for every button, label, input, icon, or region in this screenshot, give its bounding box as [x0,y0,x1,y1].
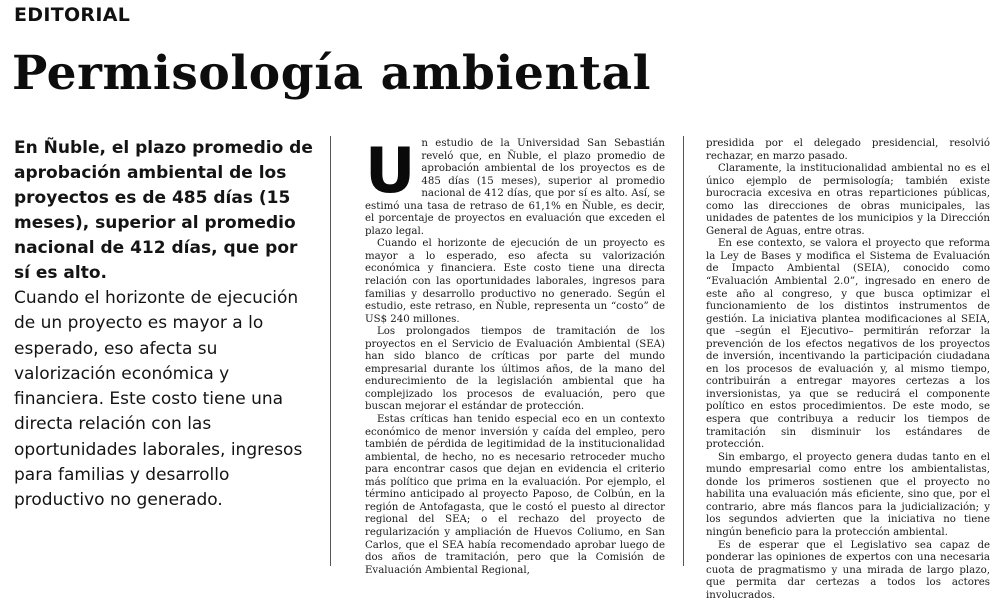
article-paragraph: Los prolongados tiempos de tramitación de los proyectos en el Servicio de Evaluación Ambiental (SEA) han sido blanco de críticas por parte del mundo empresarial durante los últimos años, de la mano del endurecimiento de la legislación ambiental que ha complejizado los procesos de evaluación, pero que buscan mejorar el estándar de protección. [365,326,665,414]
article-column-2 [706,138,990,602]
drop-cap: U [365,146,415,196]
column-divider [683,136,684,566]
article-paragraph: Claramente, la institucionalidad ambiental no es el único ejemplo de permisología; también existe burocracia excesiva en otras reparticiones públicas, como las direcciones de obras municipales, las unidades de patentes de los municipios y la Dirección General de Aguas, entre otras. [706,163,990,238]
article-paragraph [365,138,665,238]
column-divider [330,136,331,566]
lead-summary [14,136,314,514]
lead-body: Cuando el horizonte de ejecución de un proyecto es mayor a lo esperado, eso afecta su valorización económica y financiera. Este costo tiene una directa relación con las oportunidades laborales, ingresos para familias y desarrollo productivo no generado. [14,286,314,514]
article-paragraph: En ese contexto, se valora el proyecto que reforma la Ley de Bases y modifica el Sistema de Evaluación de Impacto Ambiental (SEIA), conocido como “Evaluación Ambiental 2.0”, ingresado en enero de este año al congreso, y que busca optimizar el funcionamiento de los distintos instrumentos de gestión. La iniciativa plantea modificaciones al SEIA, que –según el Ejecutivo– permitirán reforzar la prevención de los efectos negativos de los proyectos de inversión, incentivando la participación ciudadana en los procesos de evaluación y, al mismo tiempo, contribuirán a entregar mayores certezas a los inversionistas, ya que se reducirá el componente político en estos procedimientos. De este modo, se espera que contribuya a reducir los tiempos de tramitación sin disminuir los estándares de protección. [706,238,990,451]
headline: Permisología ambiental [12,46,651,102]
article-paragraph: Cuando el horizonte de ejecución de un proyecto es mayor a lo esperado, eso afecta su valorización económica y financiera. Este costo tiene una directa relación con las oportunidades laborales, ingresos para familias y desarrollo productivo no generado. Según el estudio, este retraso, en Ñuble, representa un “costo” de US$ 240 millones. [365,238,665,326]
article-paragraph: Sin embargo, el proyecto genera dudas tanto en el mundo empresarial como entre los ambientalistas, donde los primeros sostienen que el proyecto no habilita una evaluación más eficiente, sino que, por el contrario, abre más flancos para la judicialización; y los segundos advierten que la iniciativa no tiene ningún beneficio para la protección ambiental. [706,452,990,540]
section-label: EDITORIAL [14,4,130,26]
article-paragraph: Estas críticas han tenido especial eco en un contexto económico de menor inversión y caída del empleo, pero también de pérdida de legitimidad de la institucionalidad ambiental, de hecho, no es necesario retroceder mucho para encontrar casos que dejan en evidencia el criterio más político que prima en la evaluación. Por ejemplo, el término anticipado al proyecto Paposo, de Colbún, en la región de Antofagasta, que le costó el puesto al director regional del SEA; o el rechazo del proyecto de regularización y ampliación de Huevos Coliumo, en San Carlos, que el SEA había recomendado aprobar luego de dos años de tramitación, pero que la Comisión de Evaluación Ambiental Regional, [365,414,665,577]
paragraph-text: n estudio de la Universidad San Sebastián reveló que, en Ñuble, el plazo promedio de aprobación ambiental de los proyectos es de 485 días (15 meses), superior al promedio nacional de 412 días, que por sí es alto. Así, se estimó una tasa de retraso de 61,1% en Ñuble, es decir, el porcentaje de proyectos en evaluación que exceden el plazo legal. [365,138,665,237]
article-column-1 [365,138,665,577]
article-paragraph: presidida por el delegado presidencial, resolvió rechazar, en marzo pasado. [706,138,990,163]
lead-highlight: En Ñuble, el plazo promedio de aprobación ambiental de los proyectos es de 485 días (15 meses), superior al promedio nacional de 412 días, que por sí es alto. [14,136,314,286]
article-paragraph: Es de esperar que el Legislativo sea capaz de ponderar las opiniones de expertos con una necesaria cuota de pragmatismo y una mirada de largo plazo, que permita dar certezas a todos los actores involucrados. [706,540,990,602]
